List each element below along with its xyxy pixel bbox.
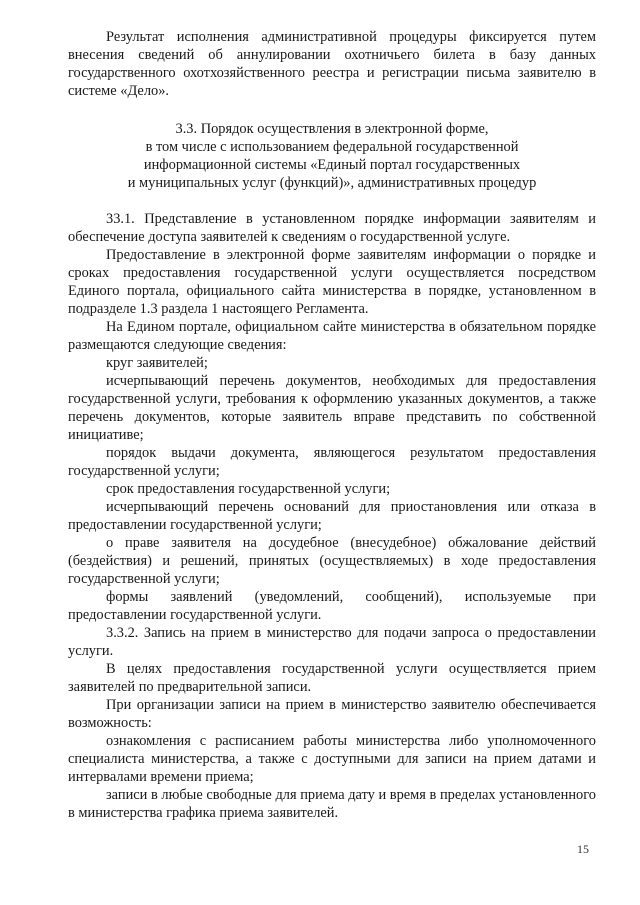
document-page [68,28,596,822]
list-item: о праве заявителя на досудебное (внесудебное) обжалование действий (бездействия) и решений, принятых (осуществляемых) в ходе предоставления государственной услуги; [68,535,596,587]
section-heading-line: 3.3. Порядок осуществления в электронной форме, [175,121,489,137]
paragraph: При организации записи на прием в министерство заявителю обеспечивается возможность: [68,697,596,731]
list-item: круг заявителей; [106,355,208,371]
list-item: записи в любые свободные для приема дату и время в пределах установленного в министерства графика приема заявителей. [68,787,596,821]
section-heading-line: в том числе с использованием федеральной государственной [145,139,519,155]
list-item: ознакомления с расписанием работы министерства либо уполномоченного специалиста министерства, а также с доступными для записи на прием датами и интервалами времени приема; [68,733,596,785]
list-item: исчерпывающий перечень документов, необходимых для предоставления государственной услуги, требования к оформлению указанных документов, а также перечень документов, которые заявитель вправе представить по собственной инициативе; [68,373,596,443]
paragraph: В целях предоставления государственной услуги осуществляется прием заявителей по предварительной записи. [68,661,596,695]
section-heading-line: и муниципальных услуг (функций)», административных процедур [127,175,537,191]
list-item: исчерпывающий перечень оснований для приостановления или отказа в предоставлении государственной услуги; [68,499,596,533]
paragraph: На Едином портале, официальном сайте министерства в обязательном порядке размещаются следующие сведения: [68,319,596,353]
section-heading-line: информационной системы «Единый портал государственных [143,157,521,173]
list-item: срок предоставления государственной услуги; [106,481,391,497]
paragraph: 33.1. Представление в установленном порядке информации заявителям и обеспечение доступа заявителей к сведениям о государственной услуге. [68,211,596,245]
list-item: формы заявлений (уведомлений, сообщений), используемые при предоставлении государственной услуги. [68,589,596,623]
intro-paragraph: Результат исполнения административной процедуры фиксируется путем внесения сведений об аннулировании охотничьего билета в базу данных государственного охотхозяйственного реестра и регистрации письма заявителю в системе «Дело». [68,29,596,99]
section-heading [68,120,596,192]
page-number: 15 [577,842,589,856]
list-item: порядок выдачи документа, являющегося результатом предоставления государственной услуги; [68,445,596,479]
paragraph: Предоставление в электронной форме заявителям информации о порядке и сроках предоставления государственной услуги осуществляется посредством Единого портала, официального сайта министерства в порядке, установленном в подразделе 1.3 раздела 1 настоящего Регламента. [68,247,596,317]
paragraph: 3.3.2. Запись на прием в министерство для подачи запроса о предоставлении услуги. [68,625,596,659]
